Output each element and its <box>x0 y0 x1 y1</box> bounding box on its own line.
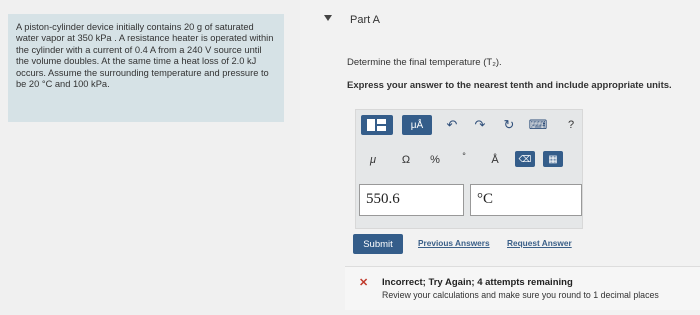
percent-symbol-button[interactable]: % <box>430 154 440 166</box>
unit-input[interactable]: °C <box>470 184 582 216</box>
answer-instructions: Express your answer to the nearest tenth and include appropriate units. <box>347 80 672 91</box>
feedback-box <box>345 266 700 310</box>
request-answer-link[interactable]: Request Answer <box>507 238 572 248</box>
keyboard-icon[interactable]: ⌨ <box>528 117 548 132</box>
part-title: Part A <box>350 14 380 26</box>
feedback-message: Review your calculations and make sure you round to 1 decimal places <box>382 290 659 300</box>
previous-answers-link[interactable]: Previous Answers <box>418 238 490 248</box>
delete-icon[interactable]: ⌫ <box>515 151 535 167</box>
help-button[interactable]: ? <box>567 119 575 131</box>
undo-icon[interactable]: ↶ <box>446 117 458 132</box>
question-text: Determine the final temperature (T₂). <box>347 57 502 68</box>
value-input[interactable]: 550.6 <box>359 184 464 216</box>
angstrom-symbol-button[interactable]: Å <box>491 154 499 166</box>
keypad-icon[interactable]: ▦ <box>543 151 563 167</box>
templates-button[interactable] <box>361 115 393 135</box>
feedback-title: Incorrect; Try Again; 4 attempts remaining <box>382 277 573 288</box>
submit-button[interactable]: Submit <box>353 234 403 254</box>
omega-symbol-button[interactable]: Ω <box>401 154 411 166</box>
units-button[interactable]: μÅ <box>402 115 432 135</box>
mu-symbol-button[interactable]: μ <box>369 154 377 166</box>
incorrect-icon: ✕ <box>359 277 369 289</box>
collapse-toggle-icon[interactable] <box>324 14 334 24</box>
redo-icon[interactable]: ↷ <box>474 117 486 132</box>
problem-statement: A piston-cylinder device initially contains 20 g of saturated water vapor at 350 kPa . A resistance heater is operated within the cylinder with a current of 0.4 A from a 240 V source until the volume doubles. At the same time a heat loss of 2.0 kJ occurs. Assume the surrounding temperature and pressure to be 20 °C and 100 kPa. <box>8 14 284 122</box>
degree-symbol-button[interactable]: ° <box>462 151 466 161</box>
reset-icon[interactable]: ↻ <box>503 117 515 132</box>
